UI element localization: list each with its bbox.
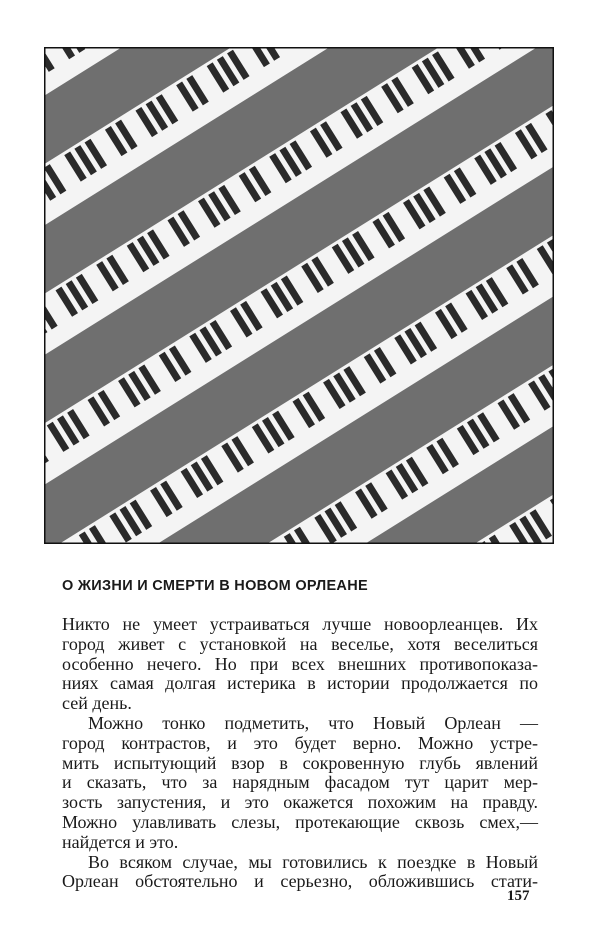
section-heading: О ЖИЗНИ И СМЕРТИ В НОВОМ ОРЛЕАНЕ <box>62 578 368 594</box>
text-line: сей день. <box>62 693 132 714</box>
paragraph-2-end <box>62 833 538 853</box>
paragraph-1 <box>62 615 538 694</box>
piano-stripes-icon <box>44 47 554 544</box>
paragraph-3 <box>62 853 538 893</box>
text-line: ниях самая долгая истерика в истории продолжается по <box>62 673 538 694</box>
text-line: найдется и это. <box>62 831 179 852</box>
text-line: зость запустения, и это окажется похожим на правду. <box>62 792 538 813</box>
page-number: 157 <box>507 888 530 904</box>
text-line: город живет с установкой на веселье, хотя веселиться <box>62 633 538 654</box>
paragraph-2 <box>62 714 538 833</box>
text-line: Орлеан обстоятельно и серьезно, обложившись стати- <box>62 871 538 892</box>
text-line: Никто не умеет устраиваться лучше новоорлеанцев. Их <box>62 614 538 634</box>
text-line: Можно улавливать слезы, протекающие сквозь смех,— <box>62 811 538 832</box>
text-line: город контрастов, и это будет верно. Можно устре- <box>62 732 538 753</box>
text-line: и сказать, что за нарядным фасадом тут царит мер- <box>62 772 538 793</box>
piano-keyboard-illustration <box>44 47 554 544</box>
text-line: мить испытующий взор в сокровенную глубь явлений <box>62 752 538 773</box>
text-line: Можно тонко подметить, что Новый Орлеан — <box>88 712 538 733</box>
text-line: Во всяком случае, мы готовились к поездке в Новый <box>88 851 538 872</box>
text-line: особенно нечего. Но при всех внешних противопоказа- <box>62 653 538 674</box>
body-text <box>62 615 538 892</box>
paragraph-1-end <box>62 694 538 714</box>
